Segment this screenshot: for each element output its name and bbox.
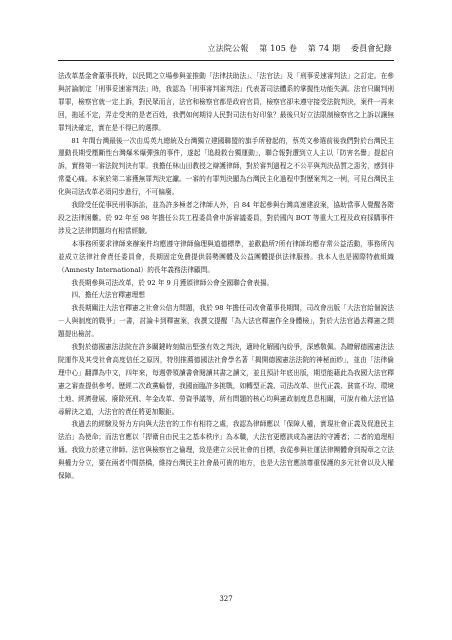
paragraph-law-reform-foundation: 法改革基金會董事長時，以民間之立場參與並推動「法律扶助法」、「法官法」及「刑事妥速審判法」之訂定。在參與討論制定「刑事妥速審判法」時，我認為「刑事審判審判法」代表著司法體系的掌握性功能失調。法官只關判刑罪罪，檢察官就一定上訴，對民眾而言，法官和檢察官都是政府官員，檢察官卻未遵守接受法院判決，案件一再來回，拖延不定，弄走受害的是老百姓，我們如何期待人民對司法有好印象？最後只好立法限制檢察官之上訴以讓無罪判決確定，實在是不得已的選擇。 — [58, 72, 394, 132]
paragraph-mission: 我過去的經驗及努力方向與大法官的工作有相符之處，我認為律師應以「保障人權，實現社會正義及促進民主法治」為使命；而法官應以「捍衛自由民主之基本秩序」為本職，大法官更應該成為憲法的守護者；二者的道理相通。我致力於建立律師、法官與檢察官之倫理，致是建立公民社會的目標，我從參與社運法律團體會到規章之立法與權力分立，要在兩者中間搭橋，維持台灣民主社會最可貴的地方，也是大法官應該尊重保護的多元社會以及人權保障。 — [58, 420, 394, 481]
paragraph-pro-bono: 本事務所要求律師來辦案件均應遵守律師倫理與道德標準，並歡勸所?所有律師均應存常公益活動，事務所內並成立法律社會責任委員會，長期固定免費提供弱勢團體及公益團體提供法律服務。我本人也是國際特赦組織（Amnesty International）的長年義務法律顧問。 — [58, 239, 394, 274]
header-rule — [58, 60, 394, 61]
paragraph-defense-case: 81 年間台灣最後一次由馬英九總統及台灣獨立建國聯盟的旗手所發起的，蔡英文參選前後我們對於台灣民主運動長期受壓斷性台灣爆米爆彈強的事件，遂起「追殺救台獨運動」，聯合報對遭到立人主以「防害名譽」提起自訴，實務第一審法院判決有罪。我擔任林山田教授之辯護律師，對於審判過程之不公平與判決品質之惡劣，感到非常憂心痛。本案於第二審獲無罪判決定讞。一審的有罪判決顯為台灣民主化過程中對歷案判之一例，可見台灣民主化與司法改革必須同步進行，不可偏廢。 — [58, 136, 394, 197]
header-volume: 第 105 卷 — [259, 44, 298, 53]
running-header — [208, 43, 392, 54]
page-number: 327 — [219, 595, 233, 603]
paragraph-german-court: 我對於德國憲法法院在許多關鍵時刻做出堅強有效之判決，適時化解國內紛爭，深感敬佩。為瞭解德國憲法法院運作及其受社會高度信任之原因，特別推薦德國法社會學名著「揭開德國憲法法院的神秘面紗」，並由「法律倫理中心」翻譯為中文，四年來，每週帶領讀書會閱讀其書之讀文，並且預計年底出版，期望能藉此為我國大法官釋憲之審查提供參考。歷經二次政黨輪替，我國面臨許多挑戰，如轉型正義、司法改革、世代正義、貧富不均、環境土地、經濟發展、廢除死刑、年金改革、勞資爭議等，所有問題的核心均與憲政制度息息相關，可說有賴大法官協尋解決之道，大法官的責任將更加艱鉅。 — [58, 343, 394, 416]
header-issue: 第 74 期 — [307, 44, 341, 53]
paragraph-award: 我長期參與司法改革，於 92 年 9 月獲頒律師公會全國聯合會表揚。 — [71, 278, 274, 287]
header-section: 委員會紀錄 — [351, 44, 392, 53]
paragraph-public-works: 我除受任從事民刑事訴訟，並為許多極者之律師人外，自 84 年起參與台灣高速建設案，協助當事人覺醒各階段之法律困難。於 92 年至 98 年擔任公共工程委員會申訴審議委員，對於國內 BOT 等重大工程及政府採購事件涉及之法律問題均有相當經驗。 — [58, 201, 394, 235]
body-text — [58, 70, 394, 483]
section-heading: 四、擔任大法官釋憲理想 — [71, 291, 145, 300]
paragraph-constitutional-interpretation: 我長期關注大法官釋憲之社會公信力問題，我於 98 年擔任司改會董事長期間，司改會出版「大法官給個說法－人與制度的戰爭」一書，討論卡到釋憲案，我撰文提醒「為大法官釋憲作全身體檢」，對於大法官過去釋憲之問題提出檢討。 — [58, 304, 394, 339]
header-publication: 立法院公報 — [207, 44, 249, 53]
